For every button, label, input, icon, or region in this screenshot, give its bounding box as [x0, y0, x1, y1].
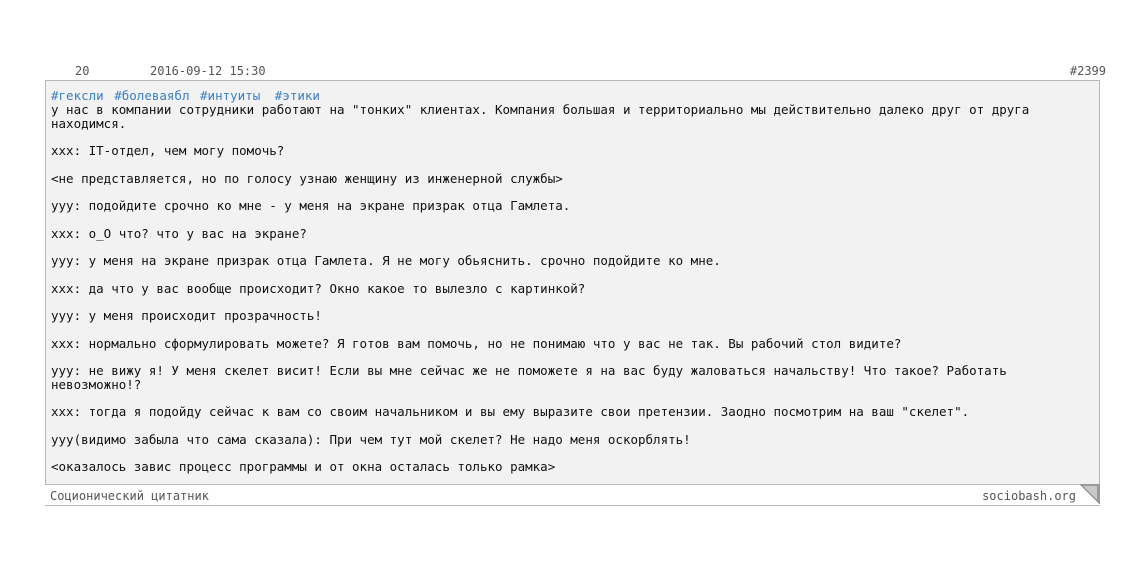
folded-corner-icon[interactable]: [1080, 484, 1100, 504]
quote-line: yyy: подойдите срочно ко мне - у меня на экране призрак отца Гамлета.: [51, 198, 571, 213]
quote-line: xxx: o_O что? что у вас на экране?: [51, 225, 307, 241]
quote-footer: [45, 486, 1100, 506]
quote-rating: 20: [75, 64, 90, 78]
tag-link-bolevaya[interactable]: #болеваябл: [114, 88, 190, 103]
quote-meta: [45, 64, 1106, 80]
quote-box: [45, 80, 1100, 485]
quote-date: 2016-09-12 15:30: [150, 64, 266, 78]
site-brand: Соционический цитатник: [50, 489, 209, 503]
quote-line: у нас в компании сотрудники работают на "тонких" клиентах. Компания большая и территориально мы действительно далеко друг от друга находимся.: [51, 102, 1037, 131]
quote-line: <оказалось завис процесс программы и от окна осталась только рамка>: [51, 459, 556, 474]
site-domain: sociobash.org: [982, 489, 1076, 503]
quote-id-link[interactable]: #2399: [1069, 64, 1106, 78]
quote-line: yyy: у меня на экране призрак отца Гамлета. Я не могу обьяснить. срочно подойдите ко мне.: [51, 253, 721, 268]
tag-link-etiki[interactable]: #этики: [274, 88, 320, 103]
tag-link-intuity[interactable]: #интуиты: [200, 88, 261, 103]
quote-line: <не представляется, но по голосу узнаю женщину из инженерной службы>: [51, 170, 563, 186]
quote-line: yyy: у меня происходит прозрачность!: [51, 308, 322, 323]
tag-list: [51, 89, 1089, 103]
quote-line: xxx: да что у вас вообще происходит? Окно какое то вылезло с картинкой?: [51, 280, 586, 296]
quote-line: xxx: тогда я подойду сейчас к вам со своим начальником и вы ему выразите свои претензии. Заодно посмотрим на ваш "скелет".: [51, 404, 970, 419]
quote-line: xxx: нормально сформулировать можете? Я готов вам помочь, но не понимаю что у вас не так. Вы рабочий стол видите?: [51, 335, 902, 351]
quote-line: yyy(видимо забыла что сама сказала): При чем тут мой скелет? Не надо меня оскорблять!: [51, 431, 691, 447]
quote-line: xxx: IT-отдел, чем могу помочь?: [51, 143, 285, 158]
quote-line: yyy: не вижу я! У меня скелет висит! Если вы мне сейчас же не поможете я на вас буду жаловаться начальству! Что такое? Работать невозможно!?: [51, 363, 1015, 392]
tag-link-gexli[interactable]: #гексли: [51, 88, 104, 103]
